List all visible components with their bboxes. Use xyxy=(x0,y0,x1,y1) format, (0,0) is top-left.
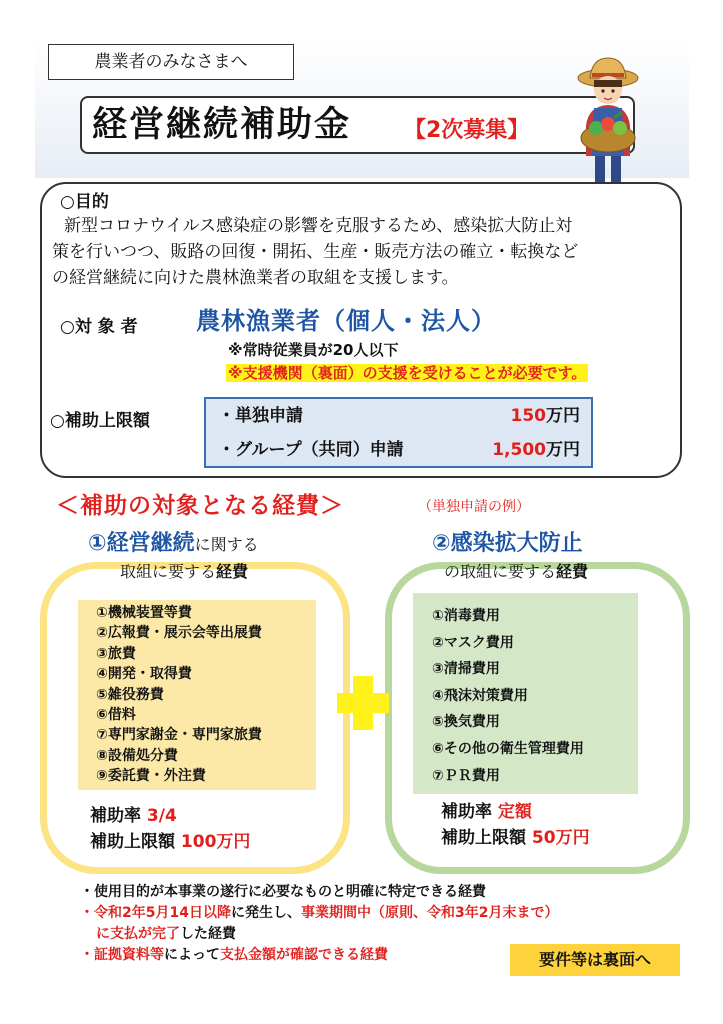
limit-row-label: ・単独申請 xyxy=(218,406,303,426)
target-note-employees: ※常時従業員が20人以下 xyxy=(228,341,399,359)
purpose-line-1: 新型コロナウイルス感染症の影響を克服するため、感染拡大防止対 xyxy=(64,216,573,236)
farmer-illustration-icon xyxy=(568,56,648,196)
limit-row-amount: 150万円 xyxy=(510,406,580,426)
list-item: ①消毒費用 xyxy=(432,608,500,624)
left-rate: 補助率 3/4 xyxy=(90,806,177,826)
left-column-subtitle: 取組に要する経費 xyxy=(120,562,249,581)
limit-heading: ○補助上限額 xyxy=(50,411,150,431)
purpose-line-2: 策を行いつつ、販路の回復・開拓、生産・販売方法の確立・転換など xyxy=(52,242,579,262)
right-rate: 補助率 定額 xyxy=(441,802,532,822)
back-page-badge: 要件等は裏面へ xyxy=(510,944,680,976)
expenses-title: ＜補助の対象となる経費＞ xyxy=(56,493,344,519)
left-limit: 補助上限額 100万円 xyxy=(90,832,251,852)
list-item: ④飛沫対策費用 xyxy=(432,687,528,704)
list-item: ⑤換気費用 xyxy=(432,714,500,731)
list-item: ②マスク費用 xyxy=(432,634,514,651)
list-item: ⑥その他の衛生管理費用 xyxy=(432,740,584,757)
list-item: ⑨委託費・外注費 xyxy=(96,768,206,785)
list-item: ③旅費 xyxy=(96,645,136,662)
target-value: 農林漁業者（個人・法人） xyxy=(196,307,496,335)
limit-row-amount: 1,500万円 xyxy=(492,440,580,460)
target-note-support: ※支援機関（裏面）の支援を受けることが必要です。 xyxy=(228,364,587,382)
expenses-note: （単独申請の例） xyxy=(418,499,530,515)
list-item: ⑦専門家謝金・専門家旅費 xyxy=(96,727,262,744)
right-limit: 補助上限額 50万円 xyxy=(441,828,590,848)
right-item-list xyxy=(432,603,584,789)
page-title: 経営継続補助金 xyxy=(92,105,352,145)
list-item: ⑤雑役務費 xyxy=(96,686,164,703)
condition-1: ・使用目的が本事業の遂行に必要なものと明確に特定できる経費 xyxy=(80,884,486,900)
list-item: ④開発・取得費 xyxy=(96,666,192,683)
condition-3: に支払が完了した経費 xyxy=(96,926,236,942)
list-item: ⑧設備処分費 xyxy=(96,747,178,764)
list-item: ⑥借料 xyxy=(96,707,136,724)
condition-2: ・令和2年5月14日以降に発生し、事業期間中（原則、令和3年2月末まで） xyxy=(80,905,559,921)
target-heading: ○対 象 者 xyxy=(60,317,138,337)
purpose-line-3: の経営継続に向けた農林漁業者の取組を支援します。 xyxy=(52,268,459,288)
intro-label: 農業者のみなさまへ xyxy=(48,44,294,80)
left-item-list xyxy=(96,603,262,787)
list-item: ⑦ＰＲ費用 xyxy=(432,767,500,784)
plus-icon xyxy=(353,676,373,730)
list-item: ①機械装置等費 xyxy=(96,605,192,621)
purpose-heading: ○目的 xyxy=(60,192,109,212)
limit-row-label: ・グループ（共同）申請 xyxy=(218,440,404,460)
right-column-title: ②感染拡大防止 xyxy=(432,531,583,556)
list-item: ②広報費・展示会等出展費 xyxy=(96,625,262,642)
title-tag: 【2次募集】 xyxy=(404,118,530,143)
right-column-subtitle: の取組に要する経費 xyxy=(444,562,589,581)
left-column-title: ①経営継続に関する xyxy=(88,531,259,556)
list-item: ③清掃費用 xyxy=(432,661,500,678)
condition-4: ・証拠資料等によって支払金額が確認できる経費 xyxy=(80,947,388,963)
